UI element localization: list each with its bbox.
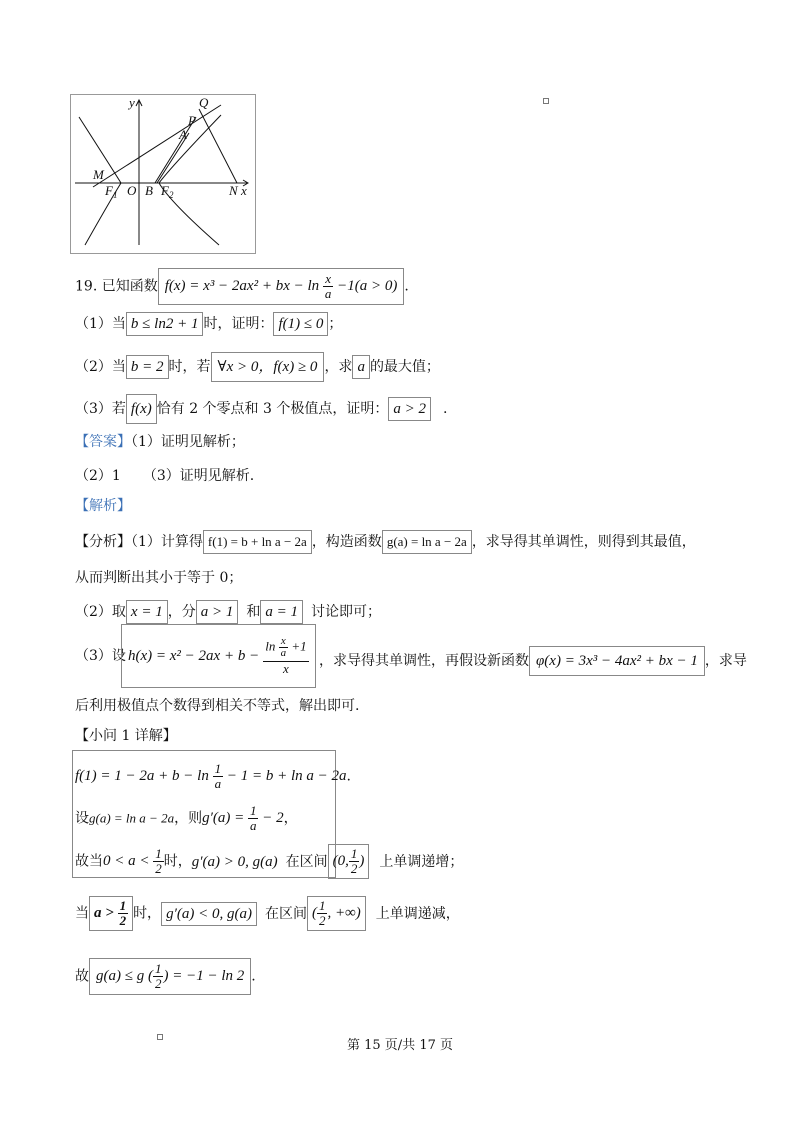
problem-stem: 19. 已知函数 f(x) = x³ − 2ax² + bx − ln $\frac{x}{a}$ −1(a > 0) .	[75, 268, 409, 305]
label-m: M	[93, 167, 104, 182]
line-q-n	[199, 109, 237, 183]
asymptote-line	[93, 105, 221, 187]
answer-tag: 【答案】	[75, 434, 131, 450]
label-f2: F	[161, 183, 169, 198]
hyperbola-figure	[70, 94, 256, 254]
label-a: A	[179, 127, 187, 142]
label-q: Q	[199, 95, 209, 110]
answer-line-2: （2）1 （3）证明见解析.	[75, 468, 255, 484]
label-f1: F	[105, 183, 113, 198]
analysis-p1-line2: 从而判断出其小于等于 0；	[75, 570, 243, 586]
detail-line-4: 当 a > $\frac{1}{2}$ 时， g′(a) < 0, g(a) 在区间( $\frac{1}{2}$ , +∞)上单调递减，	[75, 896, 460, 931]
detail-line-2: 设g(a) = ln a − 2a，则g′(a) = $\frac{1}{a}$ − 2，	[75, 803, 298, 833]
question-1: （1）当 b ≤ ln2 + 1 时，证明： f(1) ≤ 0 ；	[75, 312, 342, 336]
analysis-p3-line2: 后利用极值点个数得到相关不等式，解出即可.	[75, 698, 360, 714]
label-n: N	[229, 183, 238, 198]
label-x: x	[241, 183, 247, 198]
label-b: B	[145, 183, 153, 198]
h-formula: h(x) = x² − 2ax + b − ln $\frac{x}{a}$ +1 x	[121, 624, 316, 688]
analysis-tag: 【解析】	[75, 498, 131, 514]
hyperbola-figure-svg	[71, 95, 255, 253]
detail-line-3: 故当0 < a < $\frac{1}{2}$ 时，g′(a) > 0, g(a) 在区间(0, $\frac{1}{2}$ )上单调递增；	[75, 844, 463, 879]
label-f2-sub: 2	[169, 190, 174, 200]
question-3: （3）若 f(x) 恰有 2 个零点和 3 个极值点，证明： a > 2 .	[75, 394, 447, 424]
analysis-p2: （2）取 x = 1 ，分 a > 1 和 a = 1 讨论即可；	[75, 600, 381, 624]
analysis-p3: （3）设 h(x) = x² − 2ax + b − ln $\frac{x}{a}$ +1 x ，求导得其单调性，再假设新函数 φ(x) = 3x³ − 4ax² + bx − 1 ，求导	[75, 628, 126, 688]
label-p: P	[188, 113, 196, 128]
answer-line-1: 【答案】（1）证明见解析；	[75, 434, 245, 450]
label-f1-sub: 1	[113, 190, 118, 200]
label-o: O	[127, 183, 137, 198]
detail-line-5: 故 g(a) ≤ g ( $\frac{1}{2}$ ) = −1 − ln 2 .	[75, 958, 256, 995]
analysis-p1: 【分析】（1）计算得 f(1) = b + ln a − 2a ，构造函数 g(a) = ln a − 2a ，求导得其单调性，则得到其最值，	[75, 530, 696, 554]
marker-square	[543, 98, 549, 104]
question-2: （2）当 b = 2 时，若 ∀x > 0，f(x) ≥ 0 ，求 a 的最大值；	[75, 352, 440, 382]
detail-tag: 【小问 1 详解】	[75, 728, 177, 744]
detail-line-1: f(1) = 1 − 2a + b − ln $\frac{1}{a}$ − 1 = b + ln a − 2a.	[75, 761, 351, 791]
label-y: y	[129, 95, 135, 110]
stem-formula: f(x) = x³ − 2ax² + bx − ln $\frac{x}{a}$ −1(a > 0)	[158, 268, 405, 305]
page-footer: 第 15 页/共 17 页	[347, 1038, 453, 1053]
